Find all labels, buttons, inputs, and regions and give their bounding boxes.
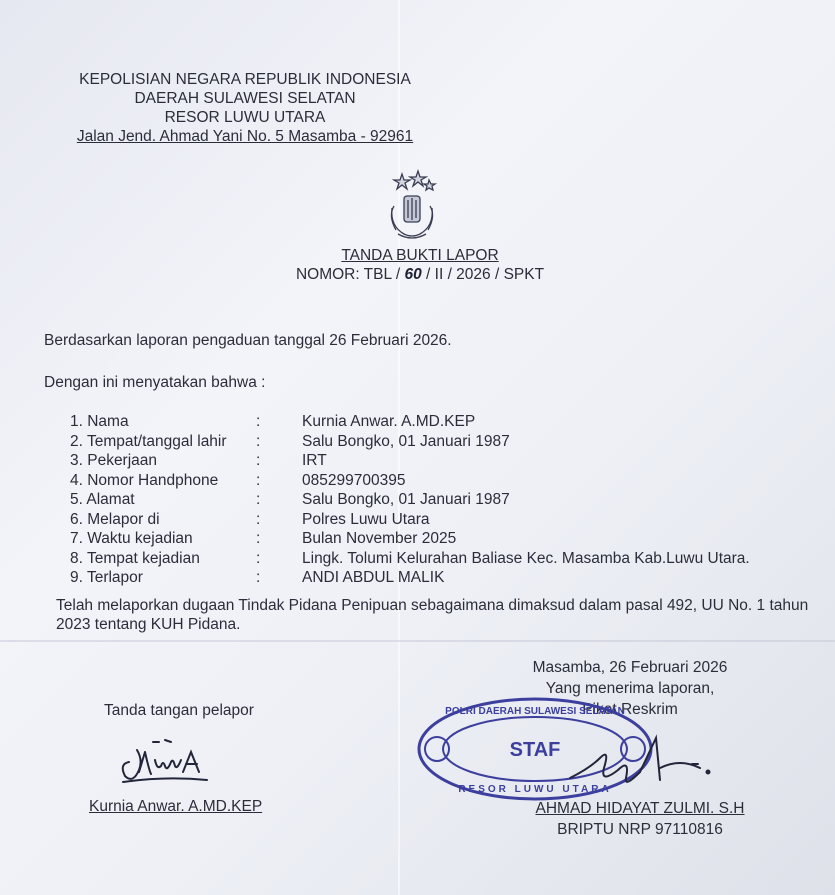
field-label: 1. Nama — [70, 413, 129, 430]
field-value: Lingk. Tolumi Kelurahan Baliase Kec. Masamba Kab.Luwu Utara. — [302, 549, 750, 567]
reporter-signature — [115, 730, 225, 790]
reporter-name: Kurnia Anwar. A.MD.KEP — [89, 798, 263, 815]
field-value: Salu Bongko, 01 Januari 1987 — [302, 432, 510, 450]
field-label: 7. Waktu kejadian — [70, 530, 193, 547]
field-colon: : — [256, 510, 261, 528]
received-by: Yang menerima laporan, — [545, 680, 715, 697]
field-value: Salu Bongko, 01 Januari 1987 — [302, 491, 510, 508]
field-row — [70, 413, 810, 433]
field-label: 8. Tempat kejadian — [70, 549, 200, 567]
field-value: Polres Luwu Utara — [302, 510, 430, 528]
letterhead-line: RESOR LUWU UTARA — [164, 109, 326, 126]
letterhead-address: Jalan Jend. Ahmad Yani No. 5 Masamba - 92961 — [76, 128, 414, 145]
field-value: Bulan November 2025 — [302, 530, 457, 547]
receiver-role: Piket Reskrim — [582, 701, 678, 718]
stamp-top-text: POLRI DAERAH SULAWESI SELATAN — [445, 706, 625, 717]
number-prefix: NOMOR: TBL / — [295, 266, 401, 283]
field-row — [70, 433, 810, 453]
field-row — [70, 472, 810, 492]
field-label: 3. Pekerjaan — [70, 452, 158, 469]
field-colon: : — [256, 569, 261, 586]
letterhead — [50, 70, 440, 146]
reporter-sign-label: Tanda tangan pelapor — [104, 702, 254, 719]
document-title — [270, 246, 570, 284]
field-label: 9. Terlapor — [70, 569, 143, 586]
stamp-bottom-text: RESOR LUWU UTARA — [458, 784, 612, 795]
field-value: 085299700395 — [302, 471, 406, 489]
number-suffix: / II / 2026 / SPKT — [426, 266, 545, 283]
field-colon: : — [256, 413, 261, 430]
field-value: ANDI ABDUL MALIK — [302, 569, 445, 586]
number-handwritten: 60 — [404, 266, 422, 283]
report-fields — [70, 413, 810, 589]
intro-paragraph: Berdasarkan laporan pengaduan tanggal 26 Februari 2026. — [44, 332, 452, 349]
field-value: Kurnia Anwar. A.MD.KEP — [302, 413, 476, 430]
fold-line — [0, 640, 835, 642]
field-label: 2. Tempat/tanggal lahir — [70, 432, 227, 450]
field-row — [70, 550, 810, 570]
field-row — [70, 511, 810, 531]
field-colon: : — [256, 530, 261, 547]
field-value: IRT — [302, 452, 327, 469]
field-row — [70, 530, 810, 550]
receiver-name-block — [505, 798, 775, 840]
police-emblem-icon — [372, 168, 452, 248]
letterhead-line: DAERAH SULAWESI SELATAN — [134, 90, 356, 107]
receiver-rank: BRIPTU NRP 97110816 — [557, 821, 723, 838]
receiver-name: AHMAD HIDAYAT ZULMI. S.H — [535, 800, 745, 817]
field-colon: : — [256, 491, 261, 508]
field-colon: : — [256, 432, 261, 450]
field-colon: : — [256, 549, 261, 567]
stamp-center-text: STAF — [509, 739, 561, 761]
declaration-paragraph: Dengan ini menyatakan bahwa : — [44, 374, 266, 391]
receiver-signature — [560, 728, 720, 798]
letterhead-line: KEPOLISIAN NEGARA REPUBLIK INDONESIA — [79, 71, 411, 88]
field-row — [70, 569, 810, 589]
place-date: Masamba, 26 Februari 2026 — [532, 659, 728, 676]
field-row — [70, 452, 810, 472]
statement-paragraph: Telah melaporkan dugaan Tindak Pidana Penipuan sebagaimana dimaksud dalam pasal 492, UU No. 1 tahun 2023 tentang KUH Pidana. — [56, 597, 809, 633]
field-colon: : — [256, 471, 261, 489]
field-label: 5. Alamat — [70, 491, 135, 508]
document-number — [270, 265, 570, 284]
field-label: 4. Nomor Handphone — [70, 471, 219, 489]
field-row — [70, 491, 810, 511]
title-heading: TANDA BUKTI LAPOR — [341, 247, 499, 264]
field-colon: : — [256, 452, 261, 469]
field-label: 6. Melapor di — [70, 510, 160, 528]
